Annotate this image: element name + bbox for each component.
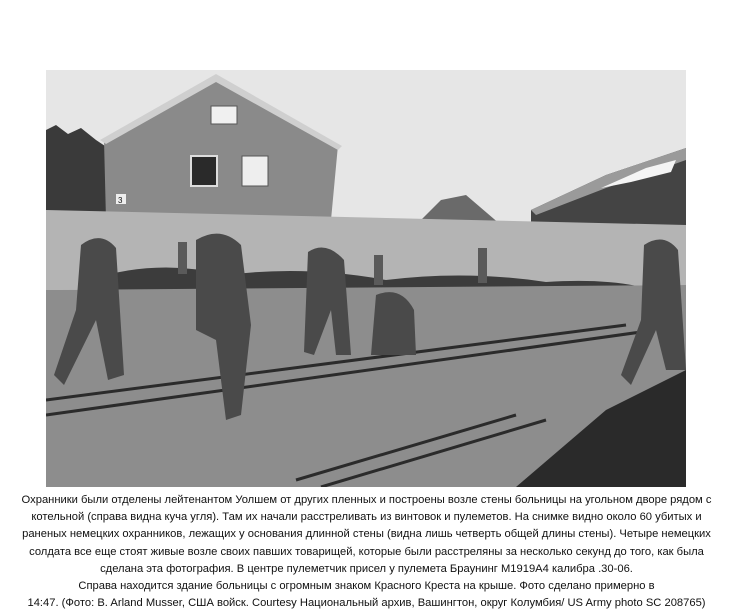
caption-line: Справа находится здание больницы с огромным знаком Красного Креста на крыше. Фото сделано примерно в (78, 580, 655, 593)
caption-line: солдата все еще стоят живые возле своих павших товарищей, которые были расстреляны за несколько секунд до того, как была (29, 545, 704, 558)
caption-line: 14:47. (Фото: B. Arland Musser, США войск. Courtesy Национальный архив, Вашингтон, округ Колумбия/ US Army photo SC 208765) (27, 597, 706, 610)
photo-caption (4, 492, 729, 612)
building-number: 3 (118, 196, 123, 205)
caption-line: Охранники были отделены лейтенантом Уолшем от других пленных и построены возле стены больницы на угольном дворе рядом с (21, 494, 712, 506)
caption-line: раненых немецких охранников, лежащих у основания длинной стены (видна лишь четверть общей длины стены). Четыре немецких (22, 528, 711, 541)
caption-line: котельной (справа видна куча угля). Там их начали расстреливать из винтовок и пулеметов. На снимке видно около 60 убитых и (31, 511, 702, 524)
caption-line: сделана эта фотография. В центре пулеметчик присел у пулемета Браунинг M1919A4 калибра .30-06. (100, 562, 633, 575)
historical-photo (46, 70, 686, 487)
